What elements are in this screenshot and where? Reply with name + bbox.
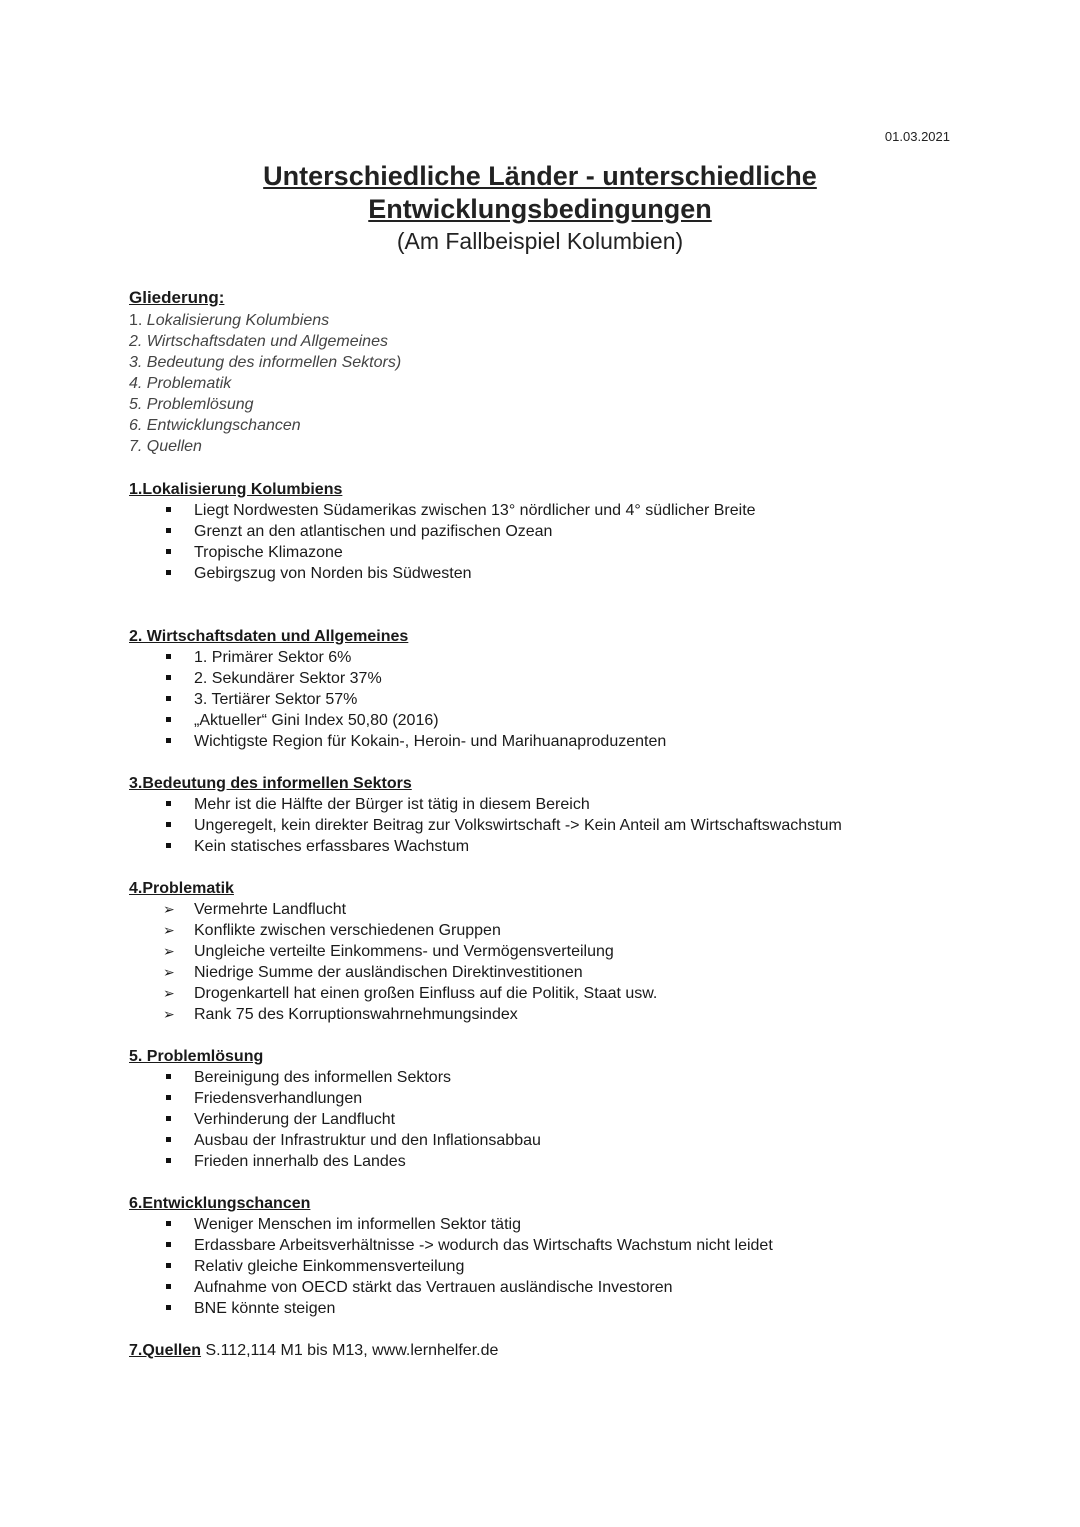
toc-item	[129, 436, 959, 457]
toc-item	[129, 331, 959, 352]
toc-item	[129, 310, 959, 331]
list-item	[129, 710, 959, 731]
toc-item-text: Bedeutung des informellen Sektors)	[146, 354, 402, 371]
square-bullet-icon	[163, 710, 173, 731]
section-heading: 1.Lokalisierung Kolumbiens	[129, 481, 343, 498]
square-bullet-icon	[163, 1235, 173, 1256]
arrow-bullet-icon	[163, 962, 173, 983]
list-item-text: Ungeregelt, kein direkter Beitrag zur Volkswirtschaft -> Kein Anteil am Wirtschaftswachstum	[194, 817, 842, 834]
list-item	[129, 647, 959, 668]
document-title-line-2: Entwicklungsbedingungen	[368, 194, 712, 224]
list-item	[129, 1067, 959, 1088]
square-bullet-icon	[163, 731, 173, 752]
list-item-text: Grenzt an den atlantischen und pazifischen Ozean	[194, 523, 553, 540]
list-item-text: 2. Sekundärer Sektor 37%	[194, 670, 382, 687]
bullet-list	[129, 647, 959, 752]
square-bullet-icon	[163, 794, 173, 815]
list-item-text: Frieden innerhalb des Landes	[194, 1153, 406, 1170]
list-item	[129, 689, 959, 710]
arrow-bullet-icon	[163, 941, 173, 962]
square-bullet-icon	[163, 521, 173, 542]
toc-item-text: Quellen	[146, 438, 202, 455]
bullet-list	[129, 500, 959, 584]
toc-item-number: 3.	[129, 354, 143, 371]
section-heading: 2. Wirtschaftsdaten und Allgemeines	[129, 628, 409, 645]
list-item-text: Tropische Klimazone	[194, 544, 343, 561]
list-item	[129, 668, 959, 689]
list-item	[129, 1151, 959, 1172]
list-item	[129, 1277, 959, 1298]
toc-item-text: Entwicklungschancen	[146, 417, 301, 434]
list-item-text: Vermehrte Landflucht	[194, 901, 347, 918]
sources-label: 7.Quellen	[129, 1342, 202, 1359]
square-bullet-icon	[163, 1109, 173, 1130]
square-bullet-icon	[163, 1130, 173, 1151]
square-bullet-icon	[163, 500, 173, 521]
document-subtitle: (Am Fallbeispiel Kolumbien)	[396, 228, 684, 254]
toc-item-text: Lokalisierung Kolumbiens	[146, 312, 330, 329]
list-item	[129, 815, 959, 836]
list-item-text: Kein statisches erfassbares Wachstum	[194, 838, 470, 855]
square-bullet-icon	[163, 1214, 173, 1235]
list-item-text: 3. Tertiärer Sektor 57%	[194, 691, 358, 708]
section-informeller-sektor	[129, 773, 959, 857]
square-bullet-icon	[163, 1088, 173, 1109]
toc	[129, 286, 959, 457]
toc-item-number: 1.	[129, 312, 143, 329]
list-item	[129, 899, 959, 920]
toc-list	[129, 310, 959, 457]
list-item-text: Erdassbare Arbeitsverhältnisse -> wodurch das Wirtschafts Wachstum nicht leidet	[194, 1237, 773, 1254]
section-heading: 4.Problematik	[129, 880, 234, 897]
toc-item-number: 7.	[129, 438, 143, 455]
square-bullet-icon	[163, 1277, 173, 1298]
toc-item	[129, 373, 959, 394]
arrow-bullet-icon	[163, 920, 173, 941]
toc-item-text: Problemlösung	[146, 396, 254, 413]
list-item-text: Drogenkartell hat einen großen Einfluss auf die Politik, Staat usw.	[194, 985, 658, 1002]
list-item	[129, 794, 959, 815]
toc-heading: Gliederung:	[129, 288, 225, 307]
toc-item	[129, 415, 959, 436]
list-item	[129, 1130, 959, 1151]
list-item	[129, 1088, 959, 1109]
list-item	[129, 731, 959, 752]
list-item	[129, 1004, 959, 1025]
list-item	[129, 1235, 959, 1256]
section-lokalisierung	[129, 479, 959, 584]
sources-line	[129, 1340, 959, 1361]
list-item-text: Konflikte zwischen verschiedenen Gruppen	[194, 922, 501, 939]
toc-item-number: 6.	[129, 417, 143, 434]
list-item-text: Ungleiche verteilte Einkommens- und Vermögensverteilung	[194, 943, 614, 960]
list-item-text: Mehr ist die Hälfte der Bürger ist tätig in diesem Bereich	[194, 796, 590, 813]
list-item-text: Aufnahme von OECD stärkt das Vertrauen ausländische Investoren	[194, 1279, 673, 1296]
list-item	[129, 962, 959, 983]
section-entwicklungschancen	[129, 1193, 959, 1319]
list-item	[129, 1298, 959, 1319]
list-item-text: Ausbau der Infrastruktur und den Inflationsabbau	[194, 1132, 541, 1149]
square-bullet-icon	[163, 668, 173, 689]
bullet-list	[129, 1067, 959, 1172]
document-date: 01.03.2021	[884, 129, 950, 144]
section-heading: 5. Problemlösung	[129, 1048, 264, 1065]
section-heading: 6.Entwicklungschancen	[129, 1195, 311, 1212]
list-item-text: Bereinigung des informellen Sektors	[194, 1069, 452, 1086]
list-item-text: 1. Primärer Sektor 6%	[194, 649, 352, 666]
section-wirtschaftsdaten	[129, 626, 959, 752]
square-bullet-icon	[163, 836, 173, 857]
square-bullet-icon	[163, 1151, 173, 1172]
document-body	[129, 286, 959, 1361]
square-bullet-icon	[163, 647, 173, 668]
list-item-text: Verhinderung der Landflucht	[194, 1111, 396, 1128]
list-item-text: Liegt Nordwesten Südamerikas zwischen 13° nördlicher und 4° südlicher Breite	[194, 502, 756, 519]
list-item-text: Rank 75 des Korruptionswahrnehmungsindex	[194, 1006, 518, 1023]
list-item	[129, 983, 959, 1004]
list-item-text: Niedrige Summe der ausländischen Direktinvestitionen	[194, 964, 583, 981]
square-bullet-icon	[163, 815, 173, 836]
list-item-text: Relativ gleiche Einkommensverteilung	[194, 1258, 465, 1275]
section-problemloesung	[129, 1046, 959, 1172]
bullet-list	[129, 1214, 959, 1319]
square-bullet-icon	[163, 542, 173, 563]
section-heading: 3.Bedeutung des informellen Sektors	[129, 775, 412, 792]
toc-item	[129, 352, 959, 373]
list-item-text: „Aktueller“ Gini Index 50,80 (2016)	[194, 712, 439, 729]
list-item	[129, 920, 959, 941]
square-bullet-icon	[163, 1298, 173, 1319]
list-item	[129, 542, 959, 563]
square-bullet-icon	[163, 689, 173, 710]
toc-item-number: 4.	[129, 375, 143, 392]
list-item	[129, 1214, 959, 1235]
list-item	[129, 1109, 959, 1130]
arrow-bullet-icon	[163, 1004, 173, 1025]
list-item	[129, 563, 959, 584]
list-item	[129, 941, 959, 962]
bullet-list	[129, 794, 959, 857]
toc-item-text: Wirtschaftsdaten und Allgemeines	[146, 333, 388, 350]
section-problematik	[129, 878, 959, 1025]
list-item-text: Weniger Menschen im informellen Sektor tätig	[194, 1216, 521, 1233]
square-bullet-icon	[163, 563, 173, 584]
arrow-list	[129, 899, 959, 1025]
arrow-bullet-icon	[163, 983, 173, 1004]
list-item-text: Friedensverhandlungen	[194, 1090, 363, 1107]
toc-item-number: 5.	[129, 396, 143, 413]
document-title-line-1: Unterschiedliche Länder - unterschiedliche	[263, 161, 817, 191]
list-item	[129, 836, 959, 857]
toc-item-text: Problematik	[146, 375, 232, 392]
list-item-text: BNE könnte steigen	[194, 1300, 336, 1317]
toc-item	[129, 394, 959, 415]
sources-text: S.112,114 M1 bis M13, www.lernhelfer.de	[201, 1342, 499, 1359]
square-bullet-icon	[163, 1256, 173, 1277]
square-bullet-icon	[163, 1067, 173, 1088]
list-item-text: Wichtigste Region für Kokain-, Heroin- und Marihuanaproduzenten	[194, 733, 667, 750]
list-item	[129, 1256, 959, 1277]
list-item-text: Gebirgszug von Norden bis Südwesten	[194, 565, 472, 582]
arrow-bullet-icon	[163, 899, 173, 920]
title-block	[0, 160, 1080, 256]
list-item	[129, 500, 959, 521]
toc-item-number: 2.	[129, 333, 143, 350]
list-item	[129, 521, 959, 542]
